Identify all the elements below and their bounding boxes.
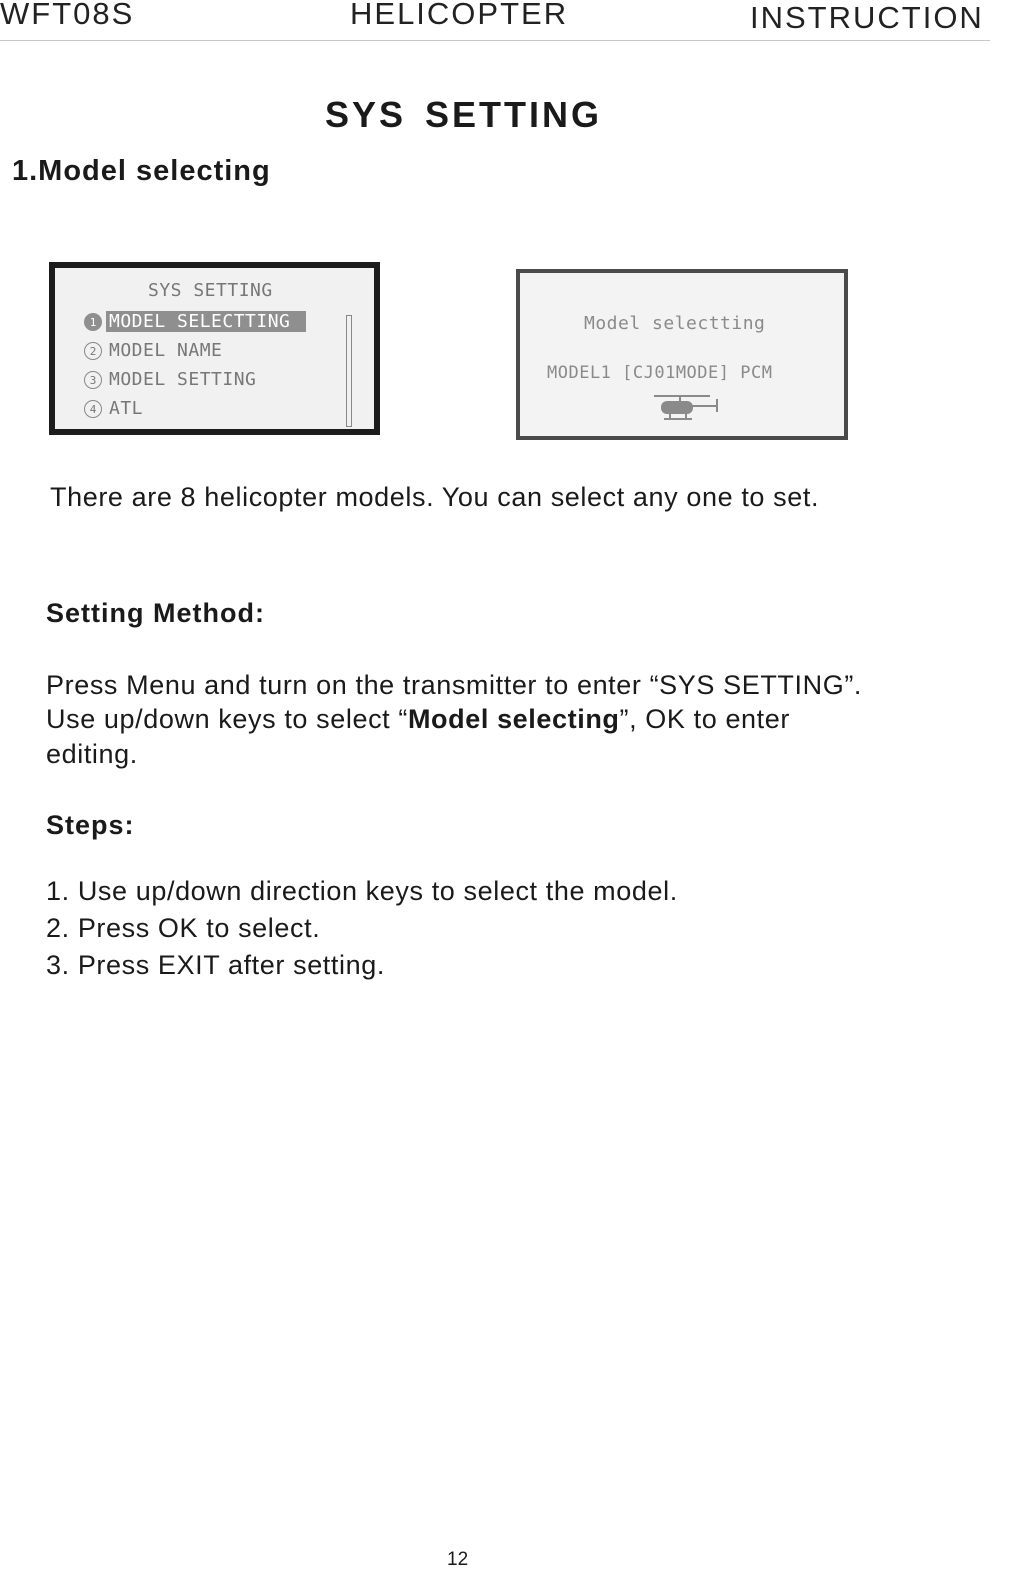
menu-item-atl: ATL: [109, 398, 144, 419]
lcd-model-selecting-screen: [516, 269, 848, 440]
lcd-heading: Model selectting: [584, 313, 766, 334]
lcd-heading: SYS SETTING: [148, 280, 273, 301]
step-1: 1. Use up/down direction keys to select the model.: [46, 876, 678, 906]
page-title: SYS SETTING: [325, 94, 603, 135]
menu-item-model-setting: MODEL SETTING: [109, 369, 257, 390]
menu-item-model-name: MODEL NAME: [109, 340, 223, 361]
lcd-sys-setting-screen: [49, 262, 380, 435]
setting-method-line-3: editing.: [46, 739, 138, 769]
step-2: 2. Press OK to select.: [46, 913, 321, 943]
lcd-scrollbar: [346, 315, 352, 427]
lcd-model-line: MODEL1 [CJ01MODE] PCM: [547, 363, 773, 383]
step-3: 3. Press EXIT after setting.: [46, 950, 385, 980]
setting-method-line-1: Press Menu and turn on the transmitter to enter “SYS SETTING”.: [46, 670, 863, 700]
setting-method-line-2-post: ”, OK to enter: [619, 704, 790, 734]
menu-number-1: 1: [84, 313, 102, 331]
header-doc-type: INSTRUCTION: [750, 0, 984, 35]
header-model: WFT08S: [0, 0, 135, 31]
menu-number-2: 2: [84, 342, 102, 360]
setting-method-line-2-pre: Use up/down keys to select “: [46, 704, 408, 734]
model-selecting-emphasis: Model selecting: [407, 704, 620, 734]
setting-method-line-2: [46, 704, 790, 735]
menu-number-4: 4: [84, 400, 102, 418]
intro-text: There are 8 helicopter models. You can select any one to set.: [50, 482, 820, 512]
header-rule: [0, 40, 990, 41]
page-number: 12: [447, 1549, 469, 1570]
setting-method-heading: Setting Method:: [46, 598, 265, 628]
steps-heading: Steps:: [46, 810, 135, 840]
menu-number-3: 3: [84, 371, 102, 389]
header-category: HELICOPTER: [350, 0, 569, 31]
helicopter-icon: [648, 391, 724, 425]
section-title: 1.Model selecting: [12, 155, 271, 187]
menu-item-model-selecting: MODEL SELECTTING: [106, 311, 306, 332]
